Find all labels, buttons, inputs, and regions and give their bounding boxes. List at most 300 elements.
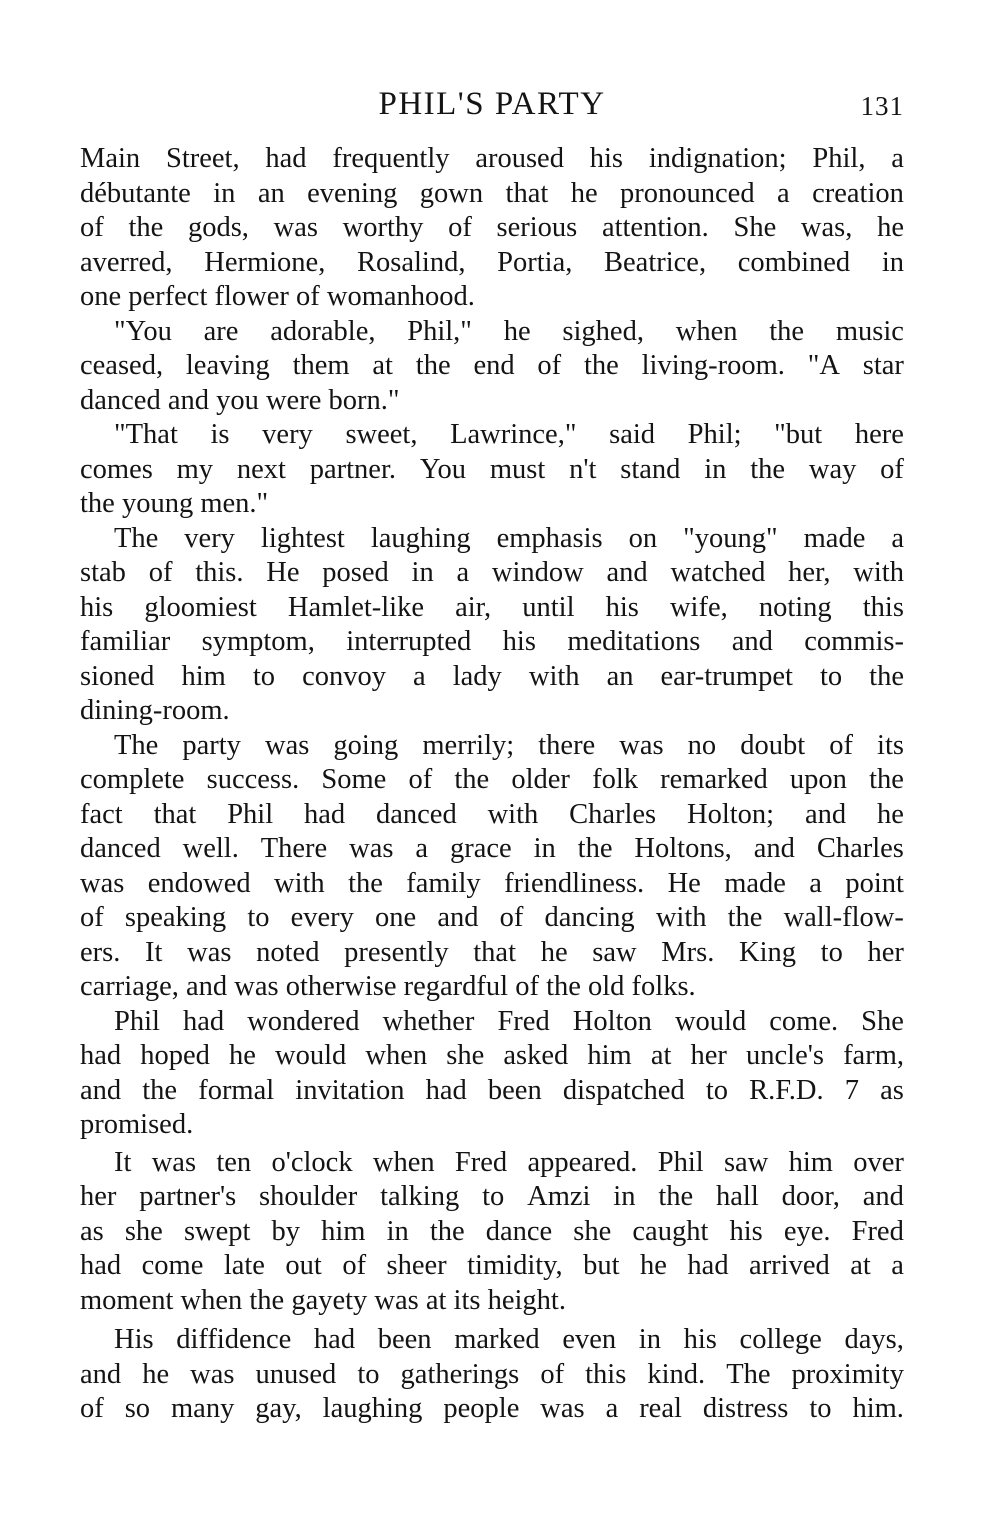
word: no <box>687 729 717 761</box>
word: The <box>114 522 159 554</box>
word: that <box>505 177 549 209</box>
word: leaving <box>185 350 270 381</box>
word: sighed, <box>562 315 644 347</box>
word: convoy <box>302 660 386 692</box>
word: would <box>674 1005 747 1037</box>
word: Holton; <box>687 798 775 830</box>
word: He <box>266 557 300 588</box>
word: and <box>731 626 773 657</box>
word: evening <box>307 177 398 209</box>
word: him <box>321 1215 366 1247</box>
word: his <box>605 591 639 623</box>
word: partner's <box>139 1181 237 1212</box>
word: in <box>613 1181 636 1212</box>
word: worthy <box>342 212 424 243</box>
word: at <box>850 1250 871 1281</box>
word: made <box>803 522 866 554</box>
word: There <box>260 833 328 864</box>
word: and <box>606 557 648 588</box>
text-line: the young men." <box>80 488 269 519</box>
word: unused <box>255 1358 337 1390</box>
word: a <box>891 143 904 174</box>
word: of <box>829 729 853 761</box>
word: people <box>443 1393 520 1424</box>
word: "young" <box>683 522 778 554</box>
word: ear-trumpet <box>660 660 793 692</box>
word: out <box>285 1250 322 1281</box>
word: the <box>128 212 164 243</box>
word: as <box>80 1215 104 1247</box>
word: the <box>454 764 490 795</box>
word: to <box>357 1358 380 1390</box>
text-line <box>80 1146 904 1181</box>
word: presently <box>344 936 449 968</box>
word: been <box>377 1324 432 1355</box>
word: its <box>877 729 904 761</box>
word: Fred <box>851 1215 904 1247</box>
word: success. <box>206 764 300 795</box>
word: Charles <box>569 798 657 830</box>
word: my <box>176 453 214 485</box>
text-line <box>80 591 904 626</box>
word: had <box>80 1040 122 1071</box>
page-number: 131 <box>860 91 904 121</box>
word: him <box>181 660 226 692</box>
word: he <box>876 798 904 830</box>
text-line <box>80 1323 904 1358</box>
text-line <box>80 1249 904 1284</box>
word: in <box>386 1215 409 1247</box>
word: a <box>456 557 470 588</box>
word: whether <box>382 1005 475 1037</box>
word: R.F.D. <box>749 1074 824 1106</box>
word: to <box>247 902 270 933</box>
word: wife, <box>669 591 728 623</box>
word: meditations <box>567 626 701 657</box>
text-line <box>80 1215 904 1250</box>
word: Charles <box>816 833 904 864</box>
word: so <box>124 1393 151 1424</box>
word: of <box>499 902 524 933</box>
word: interrupted <box>346 626 472 657</box>
word: upon <box>789 764 847 795</box>
word: had <box>687 1250 729 1281</box>
word: when <box>372 1146 435 1178</box>
word: this. <box>195 557 244 588</box>
word: commis- <box>804 626 904 657</box>
word: Street, <box>165 143 240 174</box>
text-line <box>80 660 904 695</box>
word: Fred <box>497 1005 550 1037</box>
word: talking <box>380 1181 460 1212</box>
word: of <box>148 557 173 588</box>
word: His <box>114 1324 154 1355</box>
word: Phil <box>657 1146 704 1178</box>
word: stand <box>620 453 681 485</box>
word: them <box>292 350 350 381</box>
word: merrily; <box>422 729 515 761</box>
word: there <box>538 729 596 761</box>
word: Lawrince," <box>450 419 577 450</box>
word: "but <box>774 419 823 450</box>
word: a <box>413 660 426 692</box>
word: had <box>303 798 346 830</box>
word: of <box>80 1393 104 1424</box>
word: to <box>482 1181 505 1212</box>
text-line <box>80 1180 904 1215</box>
text-line: one perfect flower of womanhood. <box>80 281 475 312</box>
word: was, <box>800 212 853 243</box>
word: Portia, <box>497 246 573 278</box>
word: must <box>489 453 546 485</box>
word: of <box>342 1250 367 1281</box>
word: was <box>187 936 232 968</box>
word: in <box>213 177 236 209</box>
word: with <box>853 557 904 588</box>
text-line: dining-room. <box>80 695 230 726</box>
word: Some <box>321 764 387 795</box>
word: him. <box>852 1393 904 1424</box>
text-line <box>80 522 904 557</box>
word: wall-flow- <box>783 902 904 933</box>
word: Holtons, <box>634 833 732 864</box>
word: was <box>273 212 318 243</box>
word: stab <box>80 557 126 588</box>
word: Phil <box>114 1005 160 1037</box>
word: every <box>290 902 354 933</box>
word: with <box>274 867 325 899</box>
word: her, <box>788 557 831 588</box>
word: family <box>406 867 481 899</box>
word: the <box>583 350 619 381</box>
word: invitation <box>295 1074 405 1106</box>
word: when <box>365 1040 428 1071</box>
word: pronounced <box>620 177 755 209</box>
word: gatherings <box>400 1358 520 1390</box>
word: laughing <box>322 1393 423 1424</box>
text-line <box>80 625 904 660</box>
text-line: danced and you were born." <box>80 384 400 416</box>
word: partner. <box>309 453 397 485</box>
word: she <box>124 1215 163 1247</box>
word: he <box>877 212 904 243</box>
word: timidity, <box>467 1250 563 1281</box>
word: distress <box>702 1393 789 1424</box>
word: ers. <box>80 936 121 968</box>
word: serious <box>496 212 578 243</box>
text-line <box>80 1358 904 1393</box>
word: when <box>675 315 738 347</box>
text-line: promised. <box>80 1109 194 1140</box>
word: doubt <box>740 729 806 761</box>
word: college <box>739 1324 822 1355</box>
word: saw <box>723 1146 769 1178</box>
word: watched <box>670 557 766 588</box>
word: way <box>808 453 857 485</box>
word: lady <box>452 660 502 692</box>
page-header <box>80 82 904 126</box>
text-line <box>80 867 904 902</box>
text-line <box>80 418 904 453</box>
word: in <box>704 453 727 485</box>
word: a <box>891 522 904 554</box>
text-line <box>80 315 904 350</box>
word: dance <box>485 1215 553 1247</box>
word: he <box>503 315 531 347</box>
word: shoulder <box>259 1181 358 1212</box>
word: friendliness. <box>504 867 645 899</box>
word: the <box>577 833 613 864</box>
word: Amzi <box>527 1181 591 1212</box>
word: in <box>411 557 434 588</box>
word: very <box>184 522 235 554</box>
word: her <box>867 936 904 968</box>
word: with <box>487 798 539 830</box>
word: been <box>487 1074 542 1106</box>
word: sioned <box>80 660 155 692</box>
text-line <box>80 142 904 177</box>
word: "You <box>114 315 172 347</box>
word: next <box>236 453 286 485</box>
word: symptom, <box>201 626 315 657</box>
word: Holton <box>572 1005 652 1037</box>
word: uncle's <box>746 1040 824 1071</box>
word: creation <box>812 177 904 209</box>
word: older <box>511 764 570 795</box>
word: going <box>333 729 399 761</box>
word: would <box>275 1040 347 1071</box>
word: of <box>80 902 104 933</box>
word: diffidence <box>176 1324 292 1355</box>
word: You <box>419 453 467 485</box>
word: of <box>448 212 472 243</box>
word: to <box>252 660 276 692</box>
word: Rosalind, <box>357 246 466 278</box>
word: well. <box>182 833 239 864</box>
word: was <box>349 833 394 864</box>
word: him <box>788 1146 833 1178</box>
word: and <box>437 902 479 933</box>
word: window <box>491 557 584 588</box>
word: caught <box>632 1215 709 1247</box>
word: arrived <box>749 1250 830 1281</box>
word: Phil, <box>812 143 866 174</box>
word: emphasis <box>496 522 603 554</box>
word: her <box>690 1040 727 1071</box>
text-line <box>80 177 904 212</box>
word: marked <box>454 1324 540 1355</box>
word: by <box>271 1215 301 1247</box>
word: the <box>142 1074 178 1106</box>
word: a <box>809 867 822 899</box>
word: to <box>705 1074 728 1106</box>
word: kind. <box>647 1358 706 1390</box>
word: asked <box>503 1040 569 1071</box>
word: late <box>223 1250 265 1281</box>
word: come <box>141 1250 204 1281</box>
word: was <box>265 729 310 761</box>
word: this <box>585 1358 627 1390</box>
word: the <box>415 350 451 381</box>
word: he <box>142 1358 170 1390</box>
word: débutante <box>80 177 191 209</box>
word: farm, <box>843 1040 904 1071</box>
word: a <box>415 833 429 864</box>
word: the <box>727 902 763 933</box>
word: familiar <box>80 626 171 657</box>
word: proximity <box>791 1358 904 1390</box>
word: he <box>540 936 568 968</box>
word: air, <box>455 591 492 623</box>
word: at <box>372 350 393 381</box>
word: in <box>533 833 556 864</box>
word: star <box>862 350 904 381</box>
word: complete <box>80 764 185 795</box>
word: music <box>835 315 904 347</box>
word: sheer <box>386 1250 447 1281</box>
word: dancing <box>544 902 635 933</box>
word: the <box>869 660 904 692</box>
word: ten <box>216 1146 252 1178</box>
word: noting <box>758 591 832 623</box>
word: fact <box>80 798 123 830</box>
word: King <box>739 936 796 968</box>
word: had <box>313 1324 356 1355</box>
word: to <box>809 1393 832 1424</box>
word: are <box>203 315 239 347</box>
word: to <box>820 936 843 968</box>
word: an <box>257 177 285 209</box>
word: The <box>114 729 159 761</box>
word: days, <box>844 1324 904 1355</box>
word: averred, <box>80 246 173 278</box>
word: that <box>153 798 197 830</box>
word: was <box>540 1393 585 1424</box>
word: hall <box>716 1181 759 1212</box>
word: of <box>408 764 433 795</box>
word: Mrs. <box>661 936 715 968</box>
word: She <box>861 1005 904 1037</box>
word: folk <box>592 764 638 795</box>
word: this <box>862 591 904 623</box>
word: Fred <box>454 1146 508 1178</box>
word: she <box>573 1215 612 1247</box>
word: was <box>190 1358 235 1390</box>
word: danced <box>376 798 457 830</box>
text-line <box>80 798 904 833</box>
text-line <box>80 1074 904 1109</box>
word: dispatched <box>562 1074 685 1106</box>
word: over <box>853 1146 904 1178</box>
word: his <box>683 1324 717 1355</box>
text-line: carriage, and was otherwise regardful of the old folks. <box>80 971 696 1002</box>
word: gods, <box>187 212 249 243</box>
word: end <box>473 350 515 381</box>
text-line <box>80 832 904 867</box>
text-line <box>80 246 904 281</box>
word: the <box>869 764 904 795</box>
word: him <box>587 1040 632 1071</box>
word: lightest <box>260 522 345 554</box>
word: had <box>80 1250 122 1281</box>
word: of <box>880 453 904 485</box>
text-line <box>80 729 904 764</box>
word: Main <box>80 143 141 174</box>
word: his <box>80 591 114 623</box>
word: the <box>348 867 383 899</box>
word: had <box>182 1005 225 1037</box>
word: until <box>522 591 575 623</box>
word: remarked <box>660 764 768 795</box>
word: saw <box>592 936 637 968</box>
word: The <box>726 1358 771 1390</box>
word: a <box>777 177 790 209</box>
word: hoped <box>140 1040 210 1071</box>
word: very <box>262 419 313 450</box>
word: that <box>473 936 517 968</box>
word: Beatrice, <box>604 246 707 278</box>
word: attention. <box>601 212 709 243</box>
word: in <box>881 246 904 278</box>
word: many <box>171 1393 235 1424</box>
word: frequently <box>332 143 450 174</box>
text-line <box>80 901 904 936</box>
running-title: PHIL'S PARTY <box>378 86 606 122</box>
word: n't <box>569 453 597 485</box>
word: "That <box>114 419 178 450</box>
word: is <box>210 419 230 450</box>
word: o'clock <box>271 1146 353 1178</box>
word: of <box>80 212 104 243</box>
word: a <box>605 1393 619 1424</box>
word: Hermione, <box>204 246 326 278</box>
word: his <box>729 1215 763 1247</box>
word: made <box>724 867 786 899</box>
word: of <box>540 1358 565 1390</box>
word: he <box>640 1250 667 1281</box>
word: "A <box>807 350 840 381</box>
word: point <box>845 867 904 899</box>
word: gown <box>419 177 484 209</box>
word: speaking <box>124 902 227 933</box>
word: an <box>606 660 634 692</box>
word: and <box>862 1181 904 1212</box>
word: comes <box>80 453 153 485</box>
word: eye. <box>783 1215 831 1247</box>
word: Phil <box>227 798 274 830</box>
text-line <box>80 211 904 246</box>
word: Phil; <box>687 419 742 450</box>
word: a <box>891 1250 904 1281</box>
word: and <box>80 1358 122 1390</box>
word: he <box>229 1040 256 1071</box>
word: to <box>819 660 843 692</box>
word: She <box>733 212 777 243</box>
word: aroused <box>475 143 564 174</box>
word: she <box>446 1040 485 1071</box>
word: It <box>114 1146 132 1178</box>
word: swept <box>183 1215 251 1247</box>
word: real <box>639 1393 682 1424</box>
word: on <box>628 522 658 554</box>
word: laughing <box>370 522 471 554</box>
text-line <box>80 1392 904 1427</box>
word: adorable, <box>270 315 376 347</box>
body-text <box>80 142 904 1427</box>
word: wondered <box>247 1005 360 1037</box>
text-line <box>80 1005 904 1040</box>
word: as <box>880 1074 904 1106</box>
